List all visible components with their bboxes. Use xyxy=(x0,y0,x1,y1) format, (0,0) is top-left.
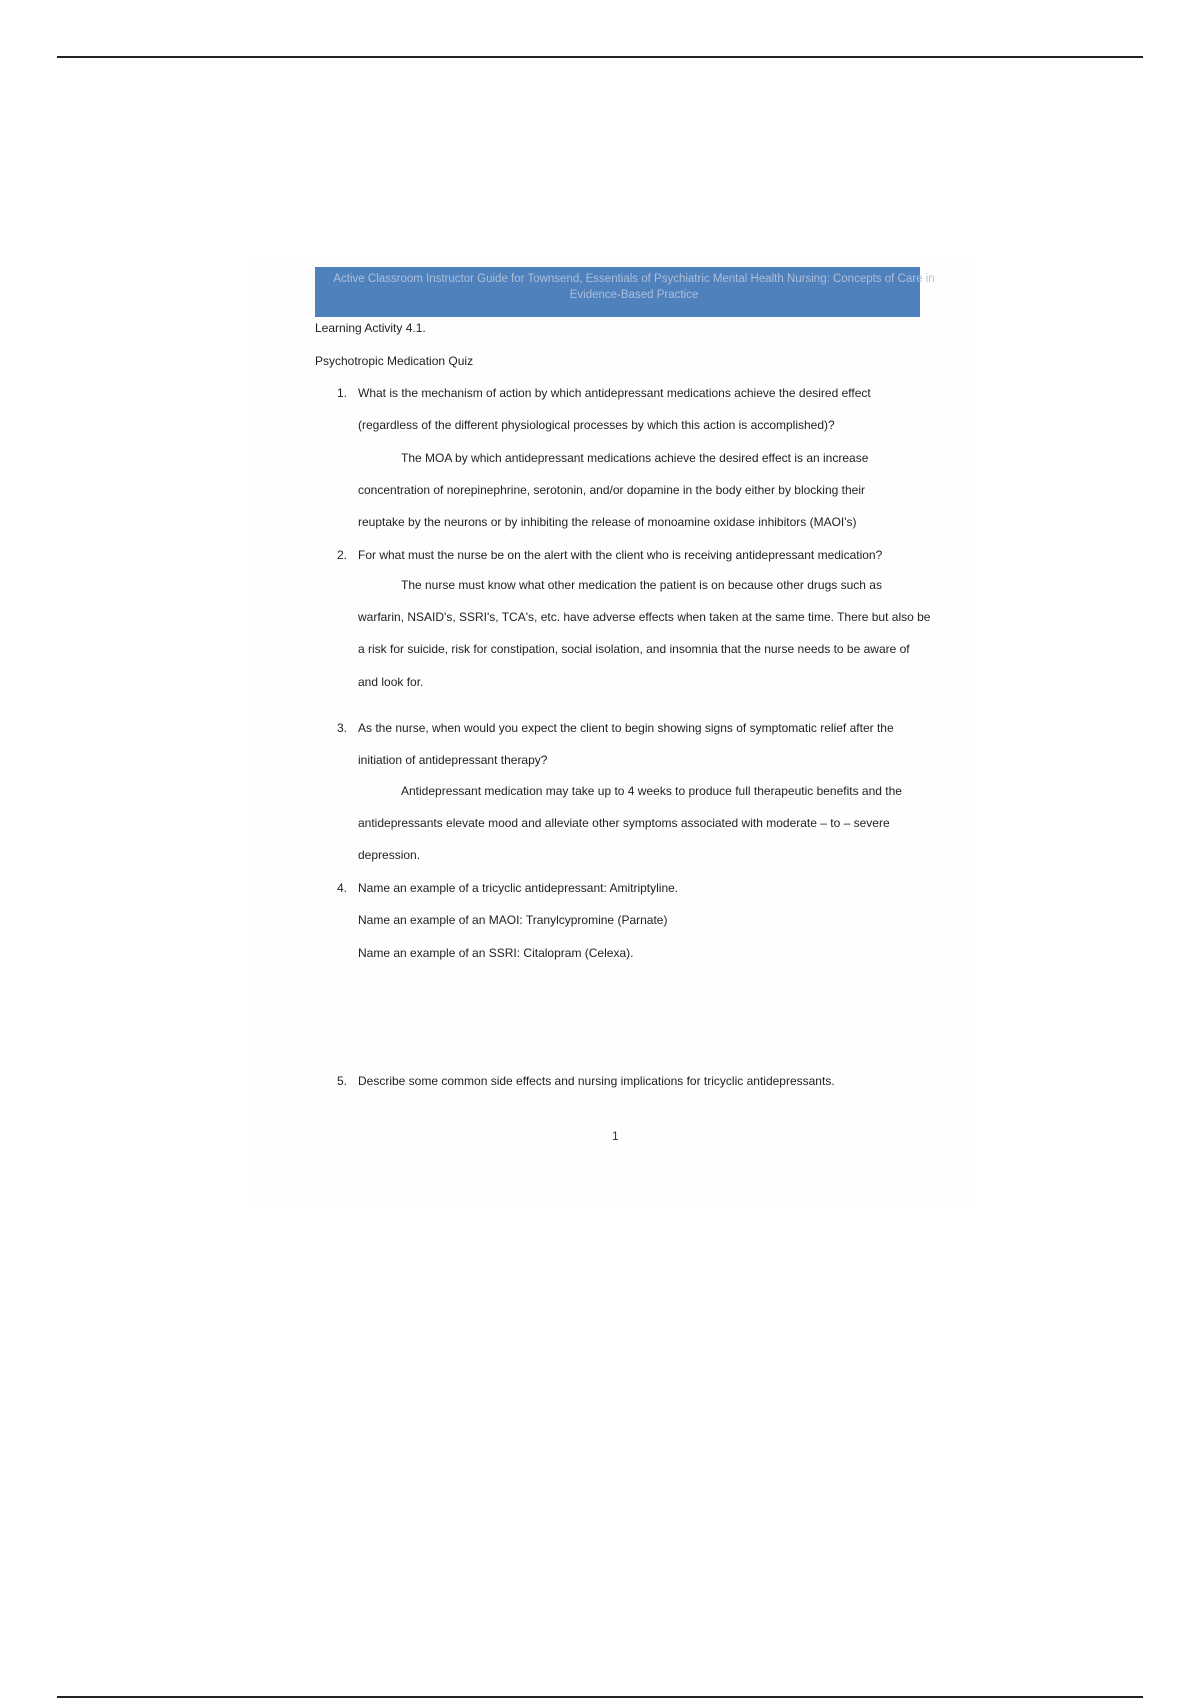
item-2-answer-line-3: a risk for suicide, risk for constipation, social isolation, and insomnia that the nurse needs to be aware of xyxy=(358,642,910,656)
item-3-number: 3. xyxy=(337,721,348,735)
item-2-number: 2. xyxy=(337,548,348,562)
item-3-answer-line-1: Antidepressant medication may take up to 4 weeks to produce full therapeutic benefits and the xyxy=(401,784,902,798)
page-number: 1 xyxy=(612,1129,619,1143)
item-2-answer-line-2: warfarin, NSAID's, SSRI's, TCA's, etc. have adverse effects when taken at the same time. There but also be xyxy=(358,610,931,624)
item-5-number: 5. xyxy=(337,1074,348,1088)
header-banner-text: Active Classroom Instructor Guide for Townsend, Essentials of Psychiatric Mental Health Nursing: Concepts of Care in Evidence-Based Practice xyxy=(333,273,935,301)
item-1-question-line-2: (regardless of the different physiological processes by which this action is accomplished)? xyxy=(358,418,835,432)
item-1-answer-line-1: The MOA by which antidepressant medications achieve the desired effect is an increase xyxy=(401,451,869,465)
item-3-answer-line-2: antidepressants elevate mood and alleviate other symptoms associated with moderate – to – severe xyxy=(358,816,890,830)
item-2-answer-line-1: The nurse must know what other medication the patient is on because other drugs such as xyxy=(401,578,882,592)
item-3-question-line-1: As the nurse, when would you expect the client to begin showing signs of symptomatic relief after the xyxy=(358,721,894,735)
item-1-number: 1. xyxy=(337,386,348,400)
item-4-line-2: Name an example of an MAOI: Tranylcypromine (Parnate) xyxy=(358,913,668,927)
item-4-line-3: Name an example of an SSRI: Citalopram (Celexa). xyxy=(358,946,634,960)
item-4-number: 4. xyxy=(337,881,348,895)
top-rule xyxy=(57,56,1143,58)
bottom-rule xyxy=(57,1696,1143,1698)
item-5-question-line-1: Describe some common side effects and nursing implications for tricyclic antidepressants. xyxy=(358,1074,835,1088)
item-3-question-line-2: initiation of antidepressant therapy? xyxy=(358,753,548,767)
item-3-answer-line-3: depression. xyxy=(358,848,421,862)
item-1-question-line-1: What is the mechanism of action by which antidepressant medications achieve the desired effect xyxy=(358,386,871,400)
quiz-title: Psychotropic Medication Quiz xyxy=(315,354,474,368)
item-1-answer-line-2: concentration of norepinephrine, serotonin, and/or dopamine in the body either by blocking their xyxy=(358,483,865,497)
item-2-question-line-1: For what must the nurse be on the alert with the client who is receiving antidepressant medication? xyxy=(358,548,883,562)
item-2-answer-line-4: and look for. xyxy=(358,675,424,689)
item-4-line-1: Name an example of a tricyclic antidepressant: Amitriptyline. xyxy=(358,881,679,895)
activity-label: Learning Activity 4.1. xyxy=(315,321,426,335)
item-1-answer-line-3: reuptake by the neurons or by inhibiting the release of monoamine oxidase inhibitors (MAOI's) xyxy=(358,515,857,529)
